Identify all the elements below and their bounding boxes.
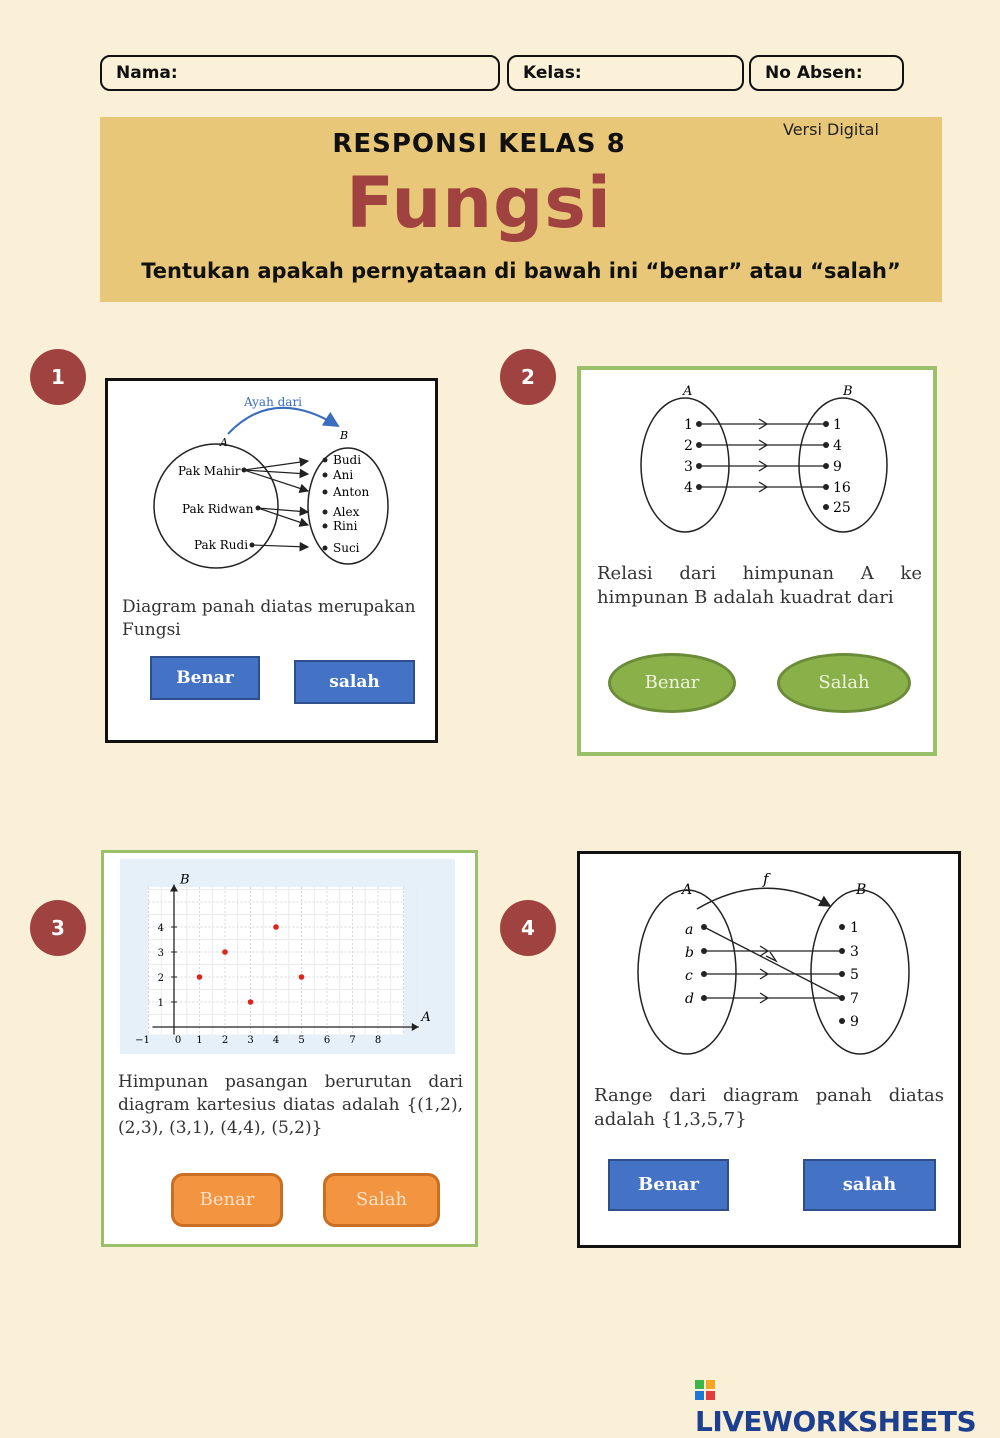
domain-item: 3 xyxy=(684,459,693,475)
instruction-text: Tentukan apakah pernyataan di bawah ini “benar” atau “salah” xyxy=(141,259,901,283)
domain-item: 2 xyxy=(684,438,693,454)
data-point xyxy=(273,924,279,930)
title-banner xyxy=(100,117,942,302)
data-point xyxy=(299,974,305,980)
liveworksheets-logo xyxy=(695,1372,1000,1438)
codomain-item: 9 xyxy=(850,1014,859,1030)
codomain-item: Anton xyxy=(333,485,370,499)
name-label: Nama: xyxy=(116,63,178,83)
x-tick-label: 5 xyxy=(298,1035,305,1046)
attendance-number-field[interactable] xyxy=(749,55,904,91)
codomain-item: 25 xyxy=(833,500,851,516)
question-number-3: 3 xyxy=(30,900,86,956)
banner-subtitle: RESPONSI KELAS 8 xyxy=(332,129,626,159)
codomain-item: 1 xyxy=(833,417,842,433)
class-field[interactable] xyxy=(507,55,744,91)
codomain-item: Suci xyxy=(333,541,360,555)
data-point xyxy=(248,999,254,1005)
arrow-diagram-2 xyxy=(581,370,933,550)
question-card-4 xyxy=(577,851,961,1248)
question-text-4: Range dari diagram panah diatas adalah {1,3,5,7} xyxy=(594,1085,944,1131)
cartesian-chart xyxy=(120,859,455,1054)
brand-text: LIVEWORKSHEETS xyxy=(695,1405,977,1438)
name-field[interactable] xyxy=(100,55,500,91)
domain-item: Pak Rudi xyxy=(194,538,249,552)
x-tick-label: 0 xyxy=(174,1035,182,1046)
question-number-2: 2 xyxy=(500,349,556,405)
set-a-label: A xyxy=(220,436,228,449)
question-card-3 xyxy=(101,850,478,1247)
codomain-item: 5 xyxy=(850,967,859,983)
x-tick-label: 8 xyxy=(374,1035,382,1046)
y-axis-label: B xyxy=(180,872,190,888)
question-number-4: 4 xyxy=(500,900,556,956)
codomain-item: 3 xyxy=(850,944,859,960)
codomain-item: Rini xyxy=(333,519,358,533)
false-button-2[interactable]: Salah xyxy=(777,653,911,713)
codomain-item: Alex xyxy=(333,505,360,519)
domain-item: a xyxy=(685,922,694,938)
attendance-number-label: No Absen: xyxy=(765,63,863,83)
set-b-label: B xyxy=(856,882,867,898)
set-a-label: A xyxy=(683,384,693,399)
version-label: Versi Digital xyxy=(783,120,879,139)
x-tick-label: 6 xyxy=(323,1035,331,1046)
true-button-3[interactable]: Benar xyxy=(171,1173,283,1227)
false-button-4[interactable]: salah xyxy=(803,1159,936,1211)
arrow-diagram-1 xyxy=(108,381,435,581)
domain-item: Pak Ridwan xyxy=(182,502,254,516)
codomain-item: Budi xyxy=(333,453,362,467)
y-tick-label: 2 xyxy=(157,973,164,984)
arrow-label: Ayah dari xyxy=(243,395,303,409)
true-button-4[interactable]: Benar xyxy=(608,1159,729,1211)
false-button-3[interactable]: Salah xyxy=(323,1173,440,1227)
codomain-item: 4 xyxy=(833,438,842,454)
data-point xyxy=(222,949,228,955)
question-card-1 xyxy=(105,378,438,743)
codomain-item: 1 xyxy=(850,920,859,936)
x-axis-label: A xyxy=(421,1010,431,1025)
y-tick-label: 3 xyxy=(157,948,164,959)
x-axis-arrow xyxy=(412,1023,419,1031)
x-tick-label: −1 xyxy=(135,1035,150,1046)
domain-item: 1 xyxy=(684,417,693,433)
x-tick-label: 3 xyxy=(247,1035,254,1046)
liveworksheets-logo-icon xyxy=(695,1380,715,1400)
data-point xyxy=(197,974,203,980)
domain-item: c xyxy=(685,968,693,984)
set-b-label: B xyxy=(340,429,349,442)
codomain-item: Ani xyxy=(333,468,354,482)
domain-item: d xyxy=(685,991,694,1007)
x-tick-label: 1 xyxy=(196,1035,203,1046)
function-label: f xyxy=(763,870,769,888)
y-tick-label: 1 xyxy=(157,998,164,1009)
codomain-item: 7 xyxy=(850,991,859,1007)
x-tick-label: 7 xyxy=(349,1035,356,1046)
true-button-2[interactable]: Benar xyxy=(608,653,736,713)
y-tick-label: 4 xyxy=(157,923,164,934)
true-button-1[interactable]: Benar xyxy=(150,656,260,700)
question-card-2 xyxy=(577,366,937,756)
codomain-item: 9 xyxy=(833,459,842,475)
arrow-diagram-4 xyxy=(580,854,958,1069)
class-label: Kelas: xyxy=(523,63,582,83)
codomain-item: 16 xyxy=(833,480,851,496)
question-text-2: Relasi dari himpunan A ke himpunan B adalah kuadrat dari xyxy=(597,563,922,609)
question-text-3: Himpunan pasangan berurutan dari diagram kartesius diatas adalah {(1,2), (2,3), (3,1), (4,4), (5,2)} xyxy=(118,1072,463,1138)
set-a-label: A xyxy=(682,882,693,898)
question-text-1: Diagram panah diatas merupakan Fungsi xyxy=(122,597,416,640)
question-number-1: 1 xyxy=(30,349,86,405)
domain-item: 4 xyxy=(684,480,693,496)
domain-item: b xyxy=(685,945,694,961)
x-tick-label: 4 xyxy=(272,1035,280,1046)
set-b-label: B xyxy=(843,384,853,399)
page-title: Fungsi xyxy=(346,162,612,244)
false-button-1[interactable]: salah xyxy=(294,660,415,704)
domain-item: Pak Mahir xyxy=(178,464,241,478)
x-tick-label: 2 xyxy=(221,1035,229,1046)
